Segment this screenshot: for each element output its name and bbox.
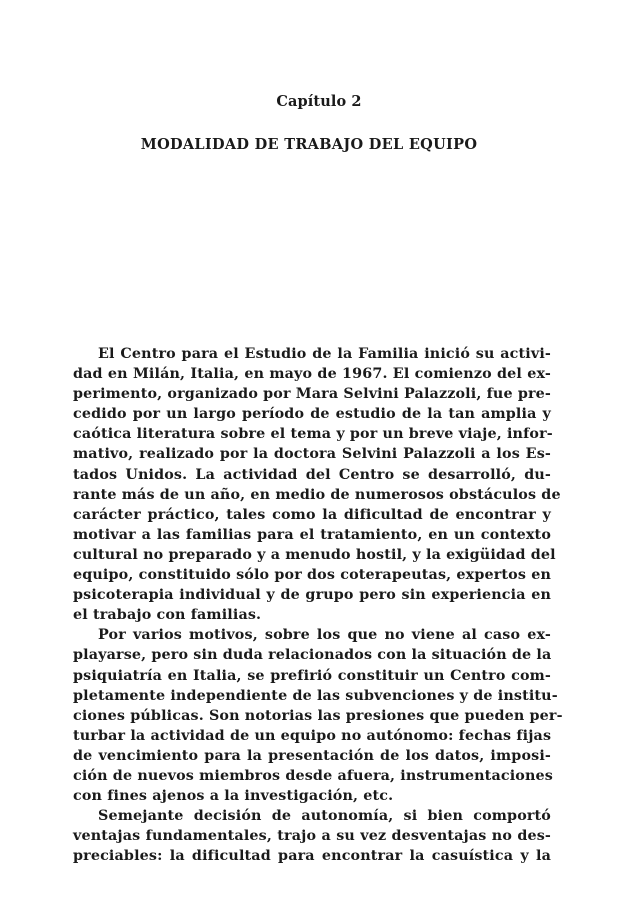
- paragraph-1: [73, 344, 561, 625]
- text-line: El Centro para el Estudio de la Familia inició su activi-: [98, 346, 551, 362]
- text-line: Por varios motivos, sobre los que no viene al caso ex-: [98, 627, 551, 644]
- text-line: playarse, pero sin duda relacionados con la situación de la: [73, 647, 552, 664]
- text-line: ciones públicas. Son notorias las presiones que pueden per-: [73, 707, 563, 724]
- text-line: cultural no preparado y a menudo hostil, y la exigüidad del: [73, 546, 556, 563]
- text-line: pletamente independiente de las subvenciones y de institu-: [73, 687, 558, 704]
- text-line: rante más de un año, en medio de numerosos obstáculos de: [73, 486, 561, 503]
- text-line: preciables: la dificultad para encontrar la casuística y la: [73, 848, 551, 865]
- text-line: tados Unidos. La actividad del Centro se desarrolló, du-: [73, 466, 551, 483]
- text-line: perimento, organizado por Mara Selvini Palazzoli, fue pre-: [73, 386, 551, 403]
- text-line: el trabajo con familias.: [73, 607, 262, 624]
- chapter-number: Capítulo 2: [276, 93, 362, 110]
- chapter-body: [73, 344, 563, 866]
- text-line: mativo, realizado por la doctora Selvini Palazzoli a los Es-: [73, 446, 551, 463]
- text-line: Semejante decisión de autonomía, si bien comportó: [98, 808, 551, 825]
- text-line: cedido por un largo período de estudio de la tan amplia y: [73, 406, 551, 423]
- text-line: con fines ajenos a la investigación, etc.: [73, 788, 394, 805]
- text-line: de vencimiento para la presentación de los datos, imposi-: [73, 747, 551, 764]
- text-line: psicoterapia individual y de grupo pero sin experiencia en: [73, 587, 551, 604]
- text-line: motivar a las familias para el tratamiento, en un contexto: [73, 526, 551, 543]
- text-line: equipo, constituido sólo por dos coterapeutas, expertos en: [73, 567, 551, 584]
- paragraph-3: [73, 806, 551, 866]
- text-line: dad en Milán, Italia, en mayo de 1967. El comienzo del ex-: [73, 366, 551, 383]
- text-line: turbar la actividad de un equipo no autónomo: fechas fijas: [73, 727, 552, 744]
- paragraph-2: [73, 625, 563, 806]
- text-line: psiquiatría en Italia, se prefirió constituir un Centro com-: [73, 667, 551, 684]
- text-line: ción de nuevos miembros desde afuera, instrumentaciones: [73, 767, 553, 784]
- text-line: carácter práctico, tales como la dificultad de encontrar y: [73, 506, 551, 523]
- chapter-title: MODALIDAD DE TRABAJO DEL EQUIPO: [140, 136, 478, 153]
- text-line: caótica literatura sobre el tema y por un breve viaje, infor-: [73, 426, 553, 443]
- text-line: ventajas fundamentales, trajo a su vez desventajas no des-: [73, 828, 551, 845]
